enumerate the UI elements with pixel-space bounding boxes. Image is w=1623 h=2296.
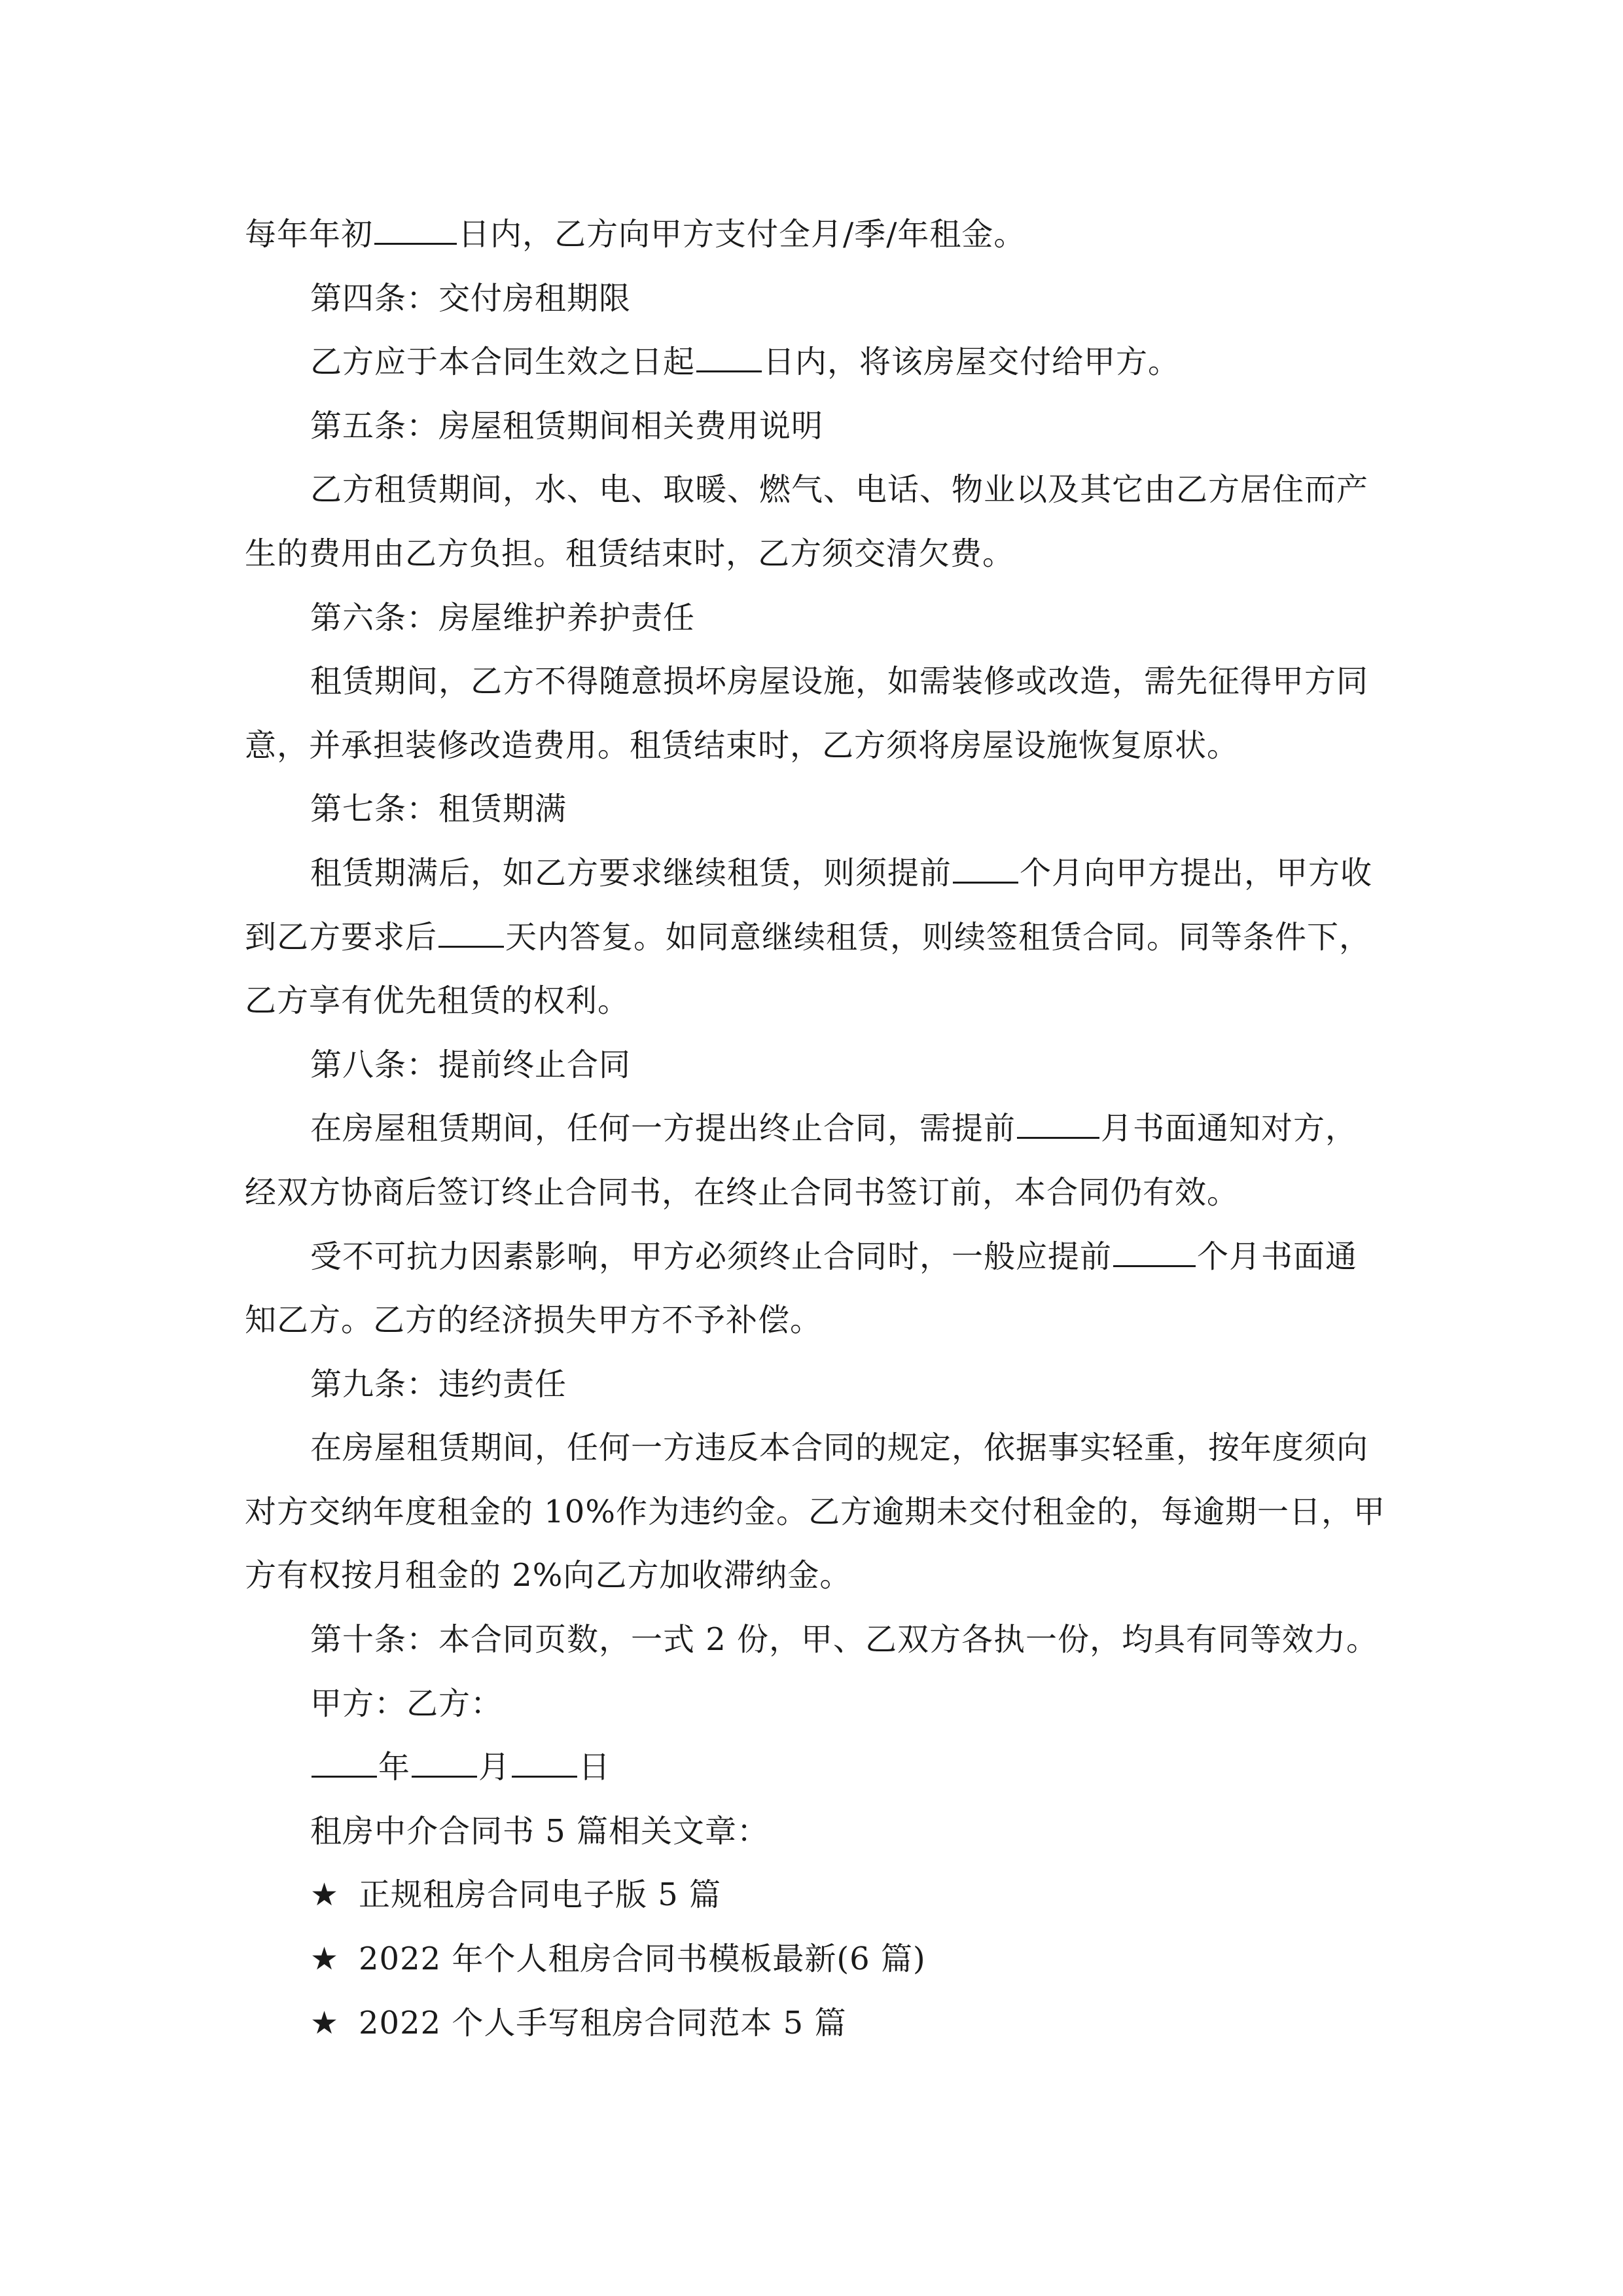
fill-blank (1017, 1111, 1099, 1139)
fill-blank (374, 217, 457, 245)
fill-blank (438, 920, 504, 948)
related-article-link[interactable]: ★ 正规租房合同电子版 5 篇 (245, 1863, 1397, 1928)
related-article-link[interactable]: ★ 2022 个人手写租房合同范本 5 篇 (245, 1992, 1397, 2056)
clause-heading: 第九条：违约责任 (310, 1365, 567, 1403)
text-line: 经双方协商后签订终止合同书，在终止合同书签订前，本合同仍有效。 (245, 1174, 1240, 1211)
text-line: 乙方应于本合同生效之日起 日内，将该房屋交付给甲方。 (310, 344, 1181, 381)
fill-blank (953, 855, 1018, 884)
text-line: 知乙方。乙方的经济损失甲方不予补偿。 (245, 1302, 823, 1339)
fill-blank (1113, 1239, 1196, 1267)
clause-heading: 第七条：租赁期满 (310, 791, 567, 828)
text-line: 乙方享有优先租赁的权利。 (245, 982, 630, 1020)
text-line: 对方交纳年度租金的 10%作为违约金。乙方逾期未交付租金的，每逾期一日，甲 (245, 1493, 1385, 1530)
fill-blank (696, 344, 762, 372)
clause-heading: 第五条：房屋租赁期间相关费用说明 (310, 407, 824, 444)
text-line: 乙方租赁期间，水、电、取暖、燃气、电话、物业以及其它由乙方居住而产 (310, 471, 1369, 509)
text-line: 租赁期间，乙方不得随意损坏房屋设施，如需装修或改造，需先征得甲方同 (310, 663, 1369, 700)
star-icon: ★ (310, 1876, 340, 1914)
text-line: 在房屋租赁期间，任何一方提出终止合同，需提前 月书面通知对方， (310, 1110, 1358, 1147)
signature-line: 甲方：乙方： (310, 1685, 503, 1722)
clause-heading: 第八条：提前终止合同 (310, 1046, 632, 1083)
text-line: 生的费用由乙方负担。租赁结束时，乙方须交清欠费。 (245, 535, 1015, 572)
date-line: 年 月 日 (245, 1736, 1397, 1800)
fill-blank (312, 1749, 377, 1778)
related-article-link[interactable]: ★ 2022 年个人租房合同书模板最新(6 篇) (245, 1928, 1397, 1992)
star-icon: ★ (310, 2004, 340, 2041)
text-line: 在房屋租赁期间，任何一方违反本合同的规定，依据事实轻重，按年度须向 (310, 1429, 1369, 1467)
text-line: 每年年初 日内，乙方向甲方支付全月/季/年租金。 (245, 216, 1026, 253)
star-icon: ★ (310, 1941, 340, 1978)
text-line: 到乙方要求后 天内答复。如同意继续租赁，则续签租赁合同。同等条件下， (245, 918, 1372, 956)
text-line: 受不可抗力因素影响，甲方必须终止合同时，一般应提前 个月书面通 (310, 1238, 1358, 1275)
clause-heading: 第六条：房屋维护养护责任 (310, 599, 696, 636)
text-line: 意，并承担装修改造费用。租赁结束时，乙方须将房屋设施恢复原状。 (245, 726, 1240, 764)
document-page (245, 203, 1397, 2055)
related-articles-heading: 租房中介合同书 5 篇相关文章： (310, 1812, 770, 1850)
text-line: 租赁期满后，如乙方要求继续租赁，则须提前 个月向甲方提出，甲方收 (310, 854, 1373, 891)
fill-blank (512, 1749, 577, 1778)
clause-heading: 第四条：交付房租期限 (310, 279, 632, 317)
text-line: 方有权按月租金的 2%向乙方加收滞纳金。 (245, 1557, 852, 1594)
clause-heading: 第十条：本合同页数，一式 2 份，甲、乙双方各执一份，均具有同等效力。 (310, 1621, 1379, 1659)
fill-blank (412, 1749, 477, 1778)
